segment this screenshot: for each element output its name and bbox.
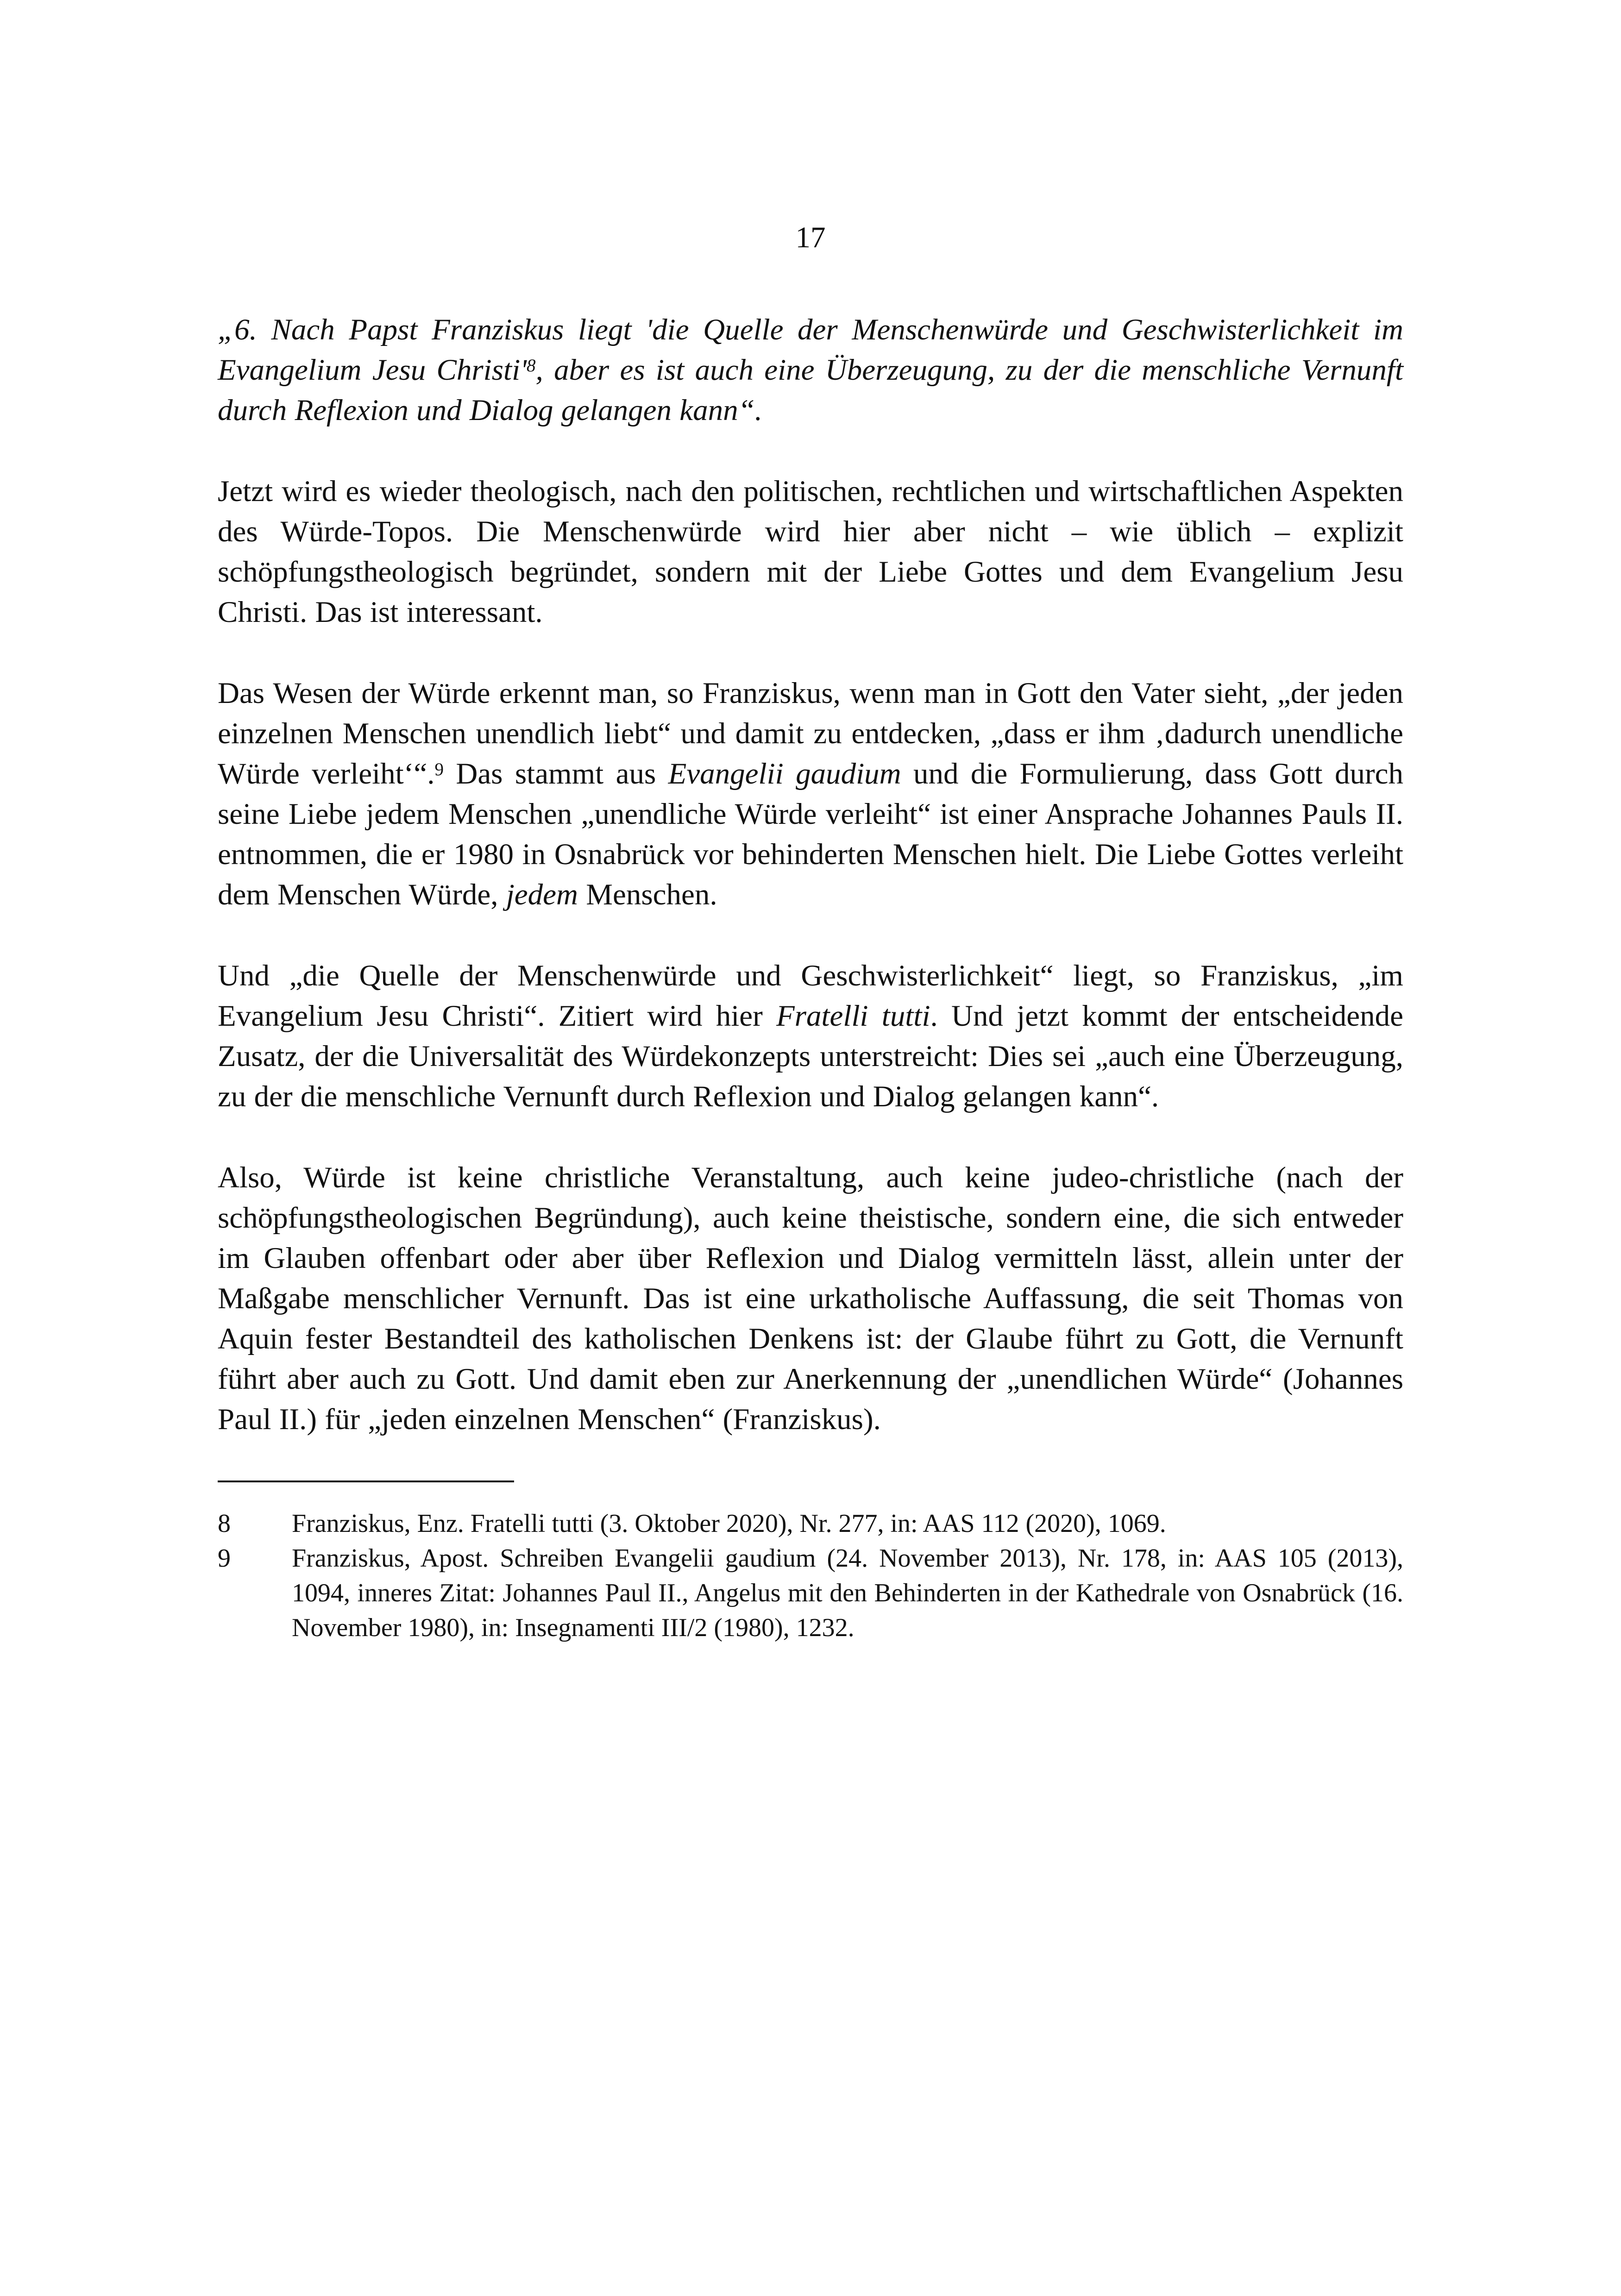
- text-run: und die Formulierung, dass Gott durch seine Liebe jedem Menschen „unendliche Würde verleiht“ ist einer Ansprache Johannes Pauls II. entnommen, die er 1980 in Osnabrück vor behinderten Menschen hielt. Die Liebe Gottes verleiht dem Menschen Würde,: [218, 757, 1403, 911]
- text-run: Fratelli tutti: [776, 999, 930, 1033]
- text-run: Franziskus, Apost. Schreiben Evangelii gaudium (24. November 2013), Nr. 178, in: AAS 105 (2013), 1094, inneres Zitat: Johannes Paul II., Angelus mit den Behinderten in der Kathedrale von Osnabrück (16. November 1980), in: Insegnamenti III/2 (1980), 1232.: [292, 1544, 1403, 1642]
- footnote: [218, 1506, 1403, 1541]
- text-run: Das stammt aus: [444, 757, 668, 790]
- footnote-ref: 9: [434, 759, 444, 780]
- text-run: Franziskus, Enz. Fratelli tutti (3. Oktober 2020), Nr. 277, in: AAS 112 (2020), 1069.: [292, 1509, 1166, 1538]
- body-paragraphs: [218, 310, 1403, 1440]
- paragraph: [218, 956, 1403, 1117]
- paragraph: [218, 310, 1403, 431]
- page-number: 17: [795, 221, 826, 254]
- text-run: Menschen.: [578, 878, 717, 911]
- footnote: [218, 1541, 1403, 1645]
- text-run: . Und jetzt kommt der entscheidende Zusatz, der die Universalität des Würdekonzepts unterstreicht: Dies sei „auch eine Überzeugung, zu der die menschliche Vernunft durch Reflexion und Dialog gelangen kann“.: [218, 999, 1404, 1113]
- text-run: Also, Würde ist keine christliche Veranstaltung, auch keine judeo-christliche (nach der schöpfungstheologischen Begründung), auch keine theistische, sondern eine, die sich entweder im Glauben offenbart oder aber über Reflexion und Dialog vermitteln lässt, allein unter der Maßgabe menschlicher Vernunft. Das ist eine urkatholische Auffassung, die seit Thomas von Aquin fester Bestandteil des katholischen Denkens ist: der Glaube führt zu Gott, die Vernunft führt aber auch zu Gott. Und damit eben zur Anerkennung der „unendlichen Würde“ (Johannes Paul II.) für „jeden einzelnen Menschen“ (Franziskus).: [218, 1161, 1403, 1436]
- footnote-number: 9: [218, 1544, 231, 1573]
- footnotes-list: [218, 1506, 1403, 1645]
- paragraph: [218, 673, 1403, 915]
- text-run: „6. Nach Papst Franziskus liegt 'die Quelle der Menschenwürde und Geschwisterlichkeit im Evangelium Jesu Christi': [218, 313, 1403, 387]
- footnote-text: [292, 1506, 1403, 1541]
- text-run: Jetzt wird es wieder theologisch, nach den politischen, rechtlichen und wirtschaftlichen Aspekten des Würde-Topos. Die Menschenwürde wird hier aber nicht – wie üblich – explizit schöpfungstheologisch begründet, sondern mit der Liebe Gottes und dem Evangelium Jesu Christi. Das ist interessant.: [218, 475, 1403, 629]
- text-run: jedem: [506, 878, 578, 911]
- text-run: Evangelii gaudium: [668, 757, 901, 790]
- paragraph: [218, 1158, 1403, 1440]
- text-run: Und „die Quelle der Menschenwürde und Geschwisterlichkeit“ liegt, so Franziskus, „im Evangelium Jesu Christi“. Zitiert wird hier: [218, 959, 1403, 1033]
- footnote-ref: 8: [527, 356, 536, 376]
- paragraph: [218, 471, 1403, 633]
- footnote-separator: [218, 1480, 514, 1482]
- text-run: , aber es ist auch eine Überzeugung, zu der die menschliche Vernunft durch Reflexion und Dialog gelangen kann“.: [218, 353, 1404, 427]
- text-run: Das Wesen der Würde erkennt man, so Franziskus, wenn man in Gott den Vater sieht, „der jeden einzelnen Menschen unendlich liebt“ und damit zu entdecken, „dass er ihm ‚dadurch unendliche Würde verleiht‘“.: [218, 677, 1403, 790]
- footnote-text: [292, 1541, 1403, 1645]
- footnote-number: 8: [218, 1509, 231, 1538]
